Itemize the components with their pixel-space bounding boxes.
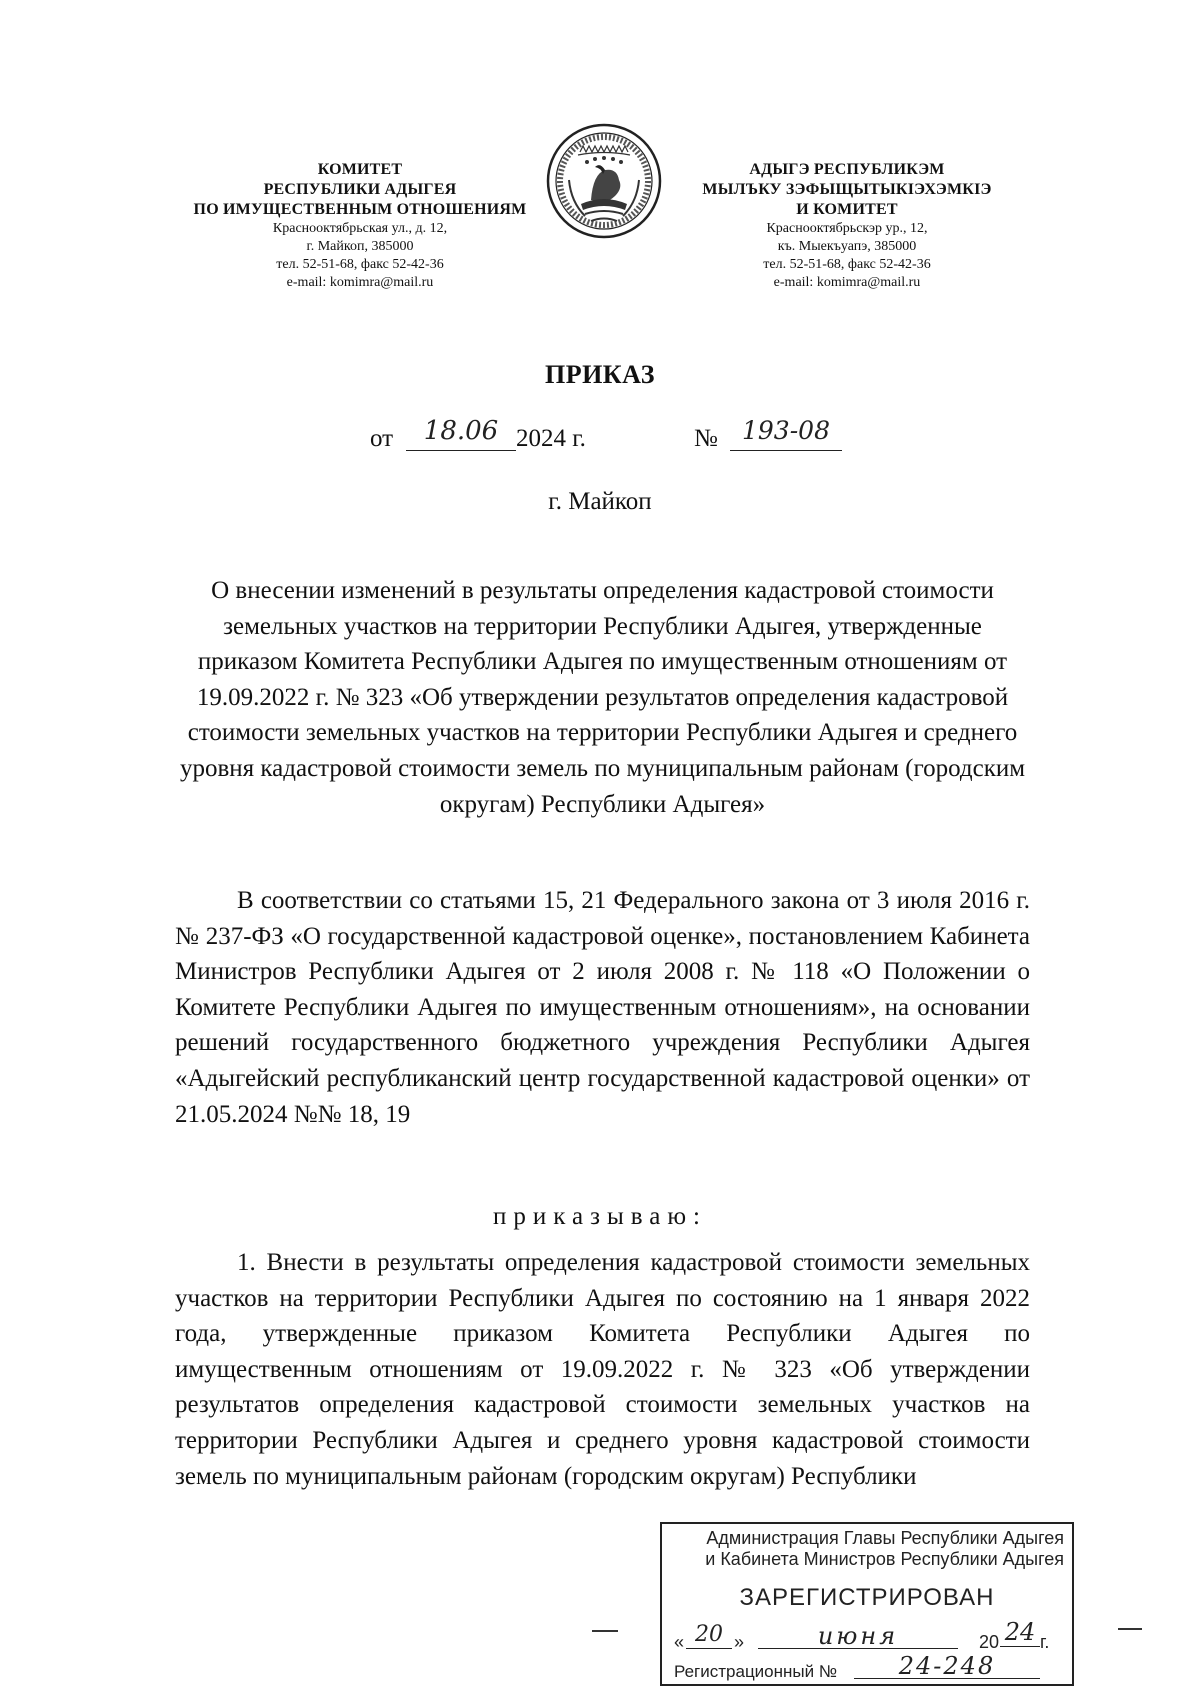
header-left-address1: Краснооктябрьская ул., д. 12,: [272, 221, 448, 236]
header-left-line2: РЕСПУБЛИКИ АДЫГЕЯ: [263, 181, 457, 198]
stamp-day: 20: [686, 1622, 732, 1649]
stamp-quote-open: «: [674, 1632, 685, 1652]
margin-mark: [1118, 1628, 1142, 1630]
stamp-year-suffix: г.: [1040, 1632, 1050, 1652]
header-right-address1: Краснооктябрьскэр ур., 12,: [766, 221, 928, 236]
header-right-line2: МЫЛЪКУ ЗЭФЫЩЫТЫКIЭХЭМКIЭ: [702, 181, 992, 198]
stamp-month: июня: [758, 1622, 958, 1649]
header-right-phone: тел. 52-51-68, факс 52-42-36: [763, 257, 931, 272]
stamp-year-prefix: 20: [979, 1632, 1000, 1652]
registration-stamp: [660, 1522, 1074, 1686]
header-right: [676, 160, 1018, 292]
header-right-email: e-mail: komimra@mail.ru: [773, 275, 921, 290]
number-handwritten: 193-08: [730, 416, 842, 451]
item-1-paragraph: 1. Внести в результаты определения кадастровой стоимости земельных участков на территории Республики Адыгея по состоянию на 1 января 2022 года, утвержденные приказом Комитета Республики Адыгея по имущественным отношениям от 19.09.2022 г. № 323 «Об утверждении результатов определения кадастровой стоимости земельных участков на территории Республики Адыгея и среднего уровня кадастровой стоимости земель по муниципальным районам (городским округам) Республики: [175, 1249, 1030, 1490]
date-handwritten: 18.06: [406, 416, 516, 451]
margin-mark: [592, 1630, 618, 1632]
order-word: приказываю:: [493, 1203, 707, 1230]
header-left-line3: ПО ИМУЩЕСТВЕННЫМ ОТНОШЕНИЯМ: [193, 201, 527, 218]
document-subject: О внесении изменений в результаты определения кадастровой стоимости земельных участков на территории Республики Адыгея, утвержденные приказом Комитета Республики Адыгея по имущественным отношениям от 19.09.2022 г. № 323 «Об утверждении результатов определения кадастровой стоимости земельных участков на территории Республики Адыгея и среднего уровня кадастровой стоимости земель по муниципальным районам (городским округам) Республики Адыгея»: [179, 577, 1026, 818]
date-number-line: [370, 416, 850, 460]
header-left-address2: г. Майкоп, 385000: [306, 239, 414, 254]
stamp-org-line2: и Кабинета Министров Республики Адыгея: [705, 1549, 1064, 1569]
stamp-organization: [672, 1528, 1064, 1570]
stamp-reg-number: 24-248: [854, 1652, 1040, 1679]
number-prefix: №: [694, 425, 718, 452]
date-prefix: от: [370, 425, 394, 452]
header-left-email: e-mail: komimra@mail.ru: [286, 275, 434, 290]
header-right-line1: АДЫГЭ РЕСПУБЛИКЭМ: [749, 161, 945, 178]
preamble-paragraph: В соответствии со статьями 15, 21 Федерального закона от 3 июля 2016 г. № 237-ФЗ «О государственной кадастровой оценке», постановлением Кабинета Министров Республики Адыгея от 2 июля 2008 г. № 118 «О Положении о Комитете Республики Адыгея по имущественным отношениям», на основании решений государственного бюджетного учреждения Республики Адыгея «Адыгейский республиканский центр государственной кадастровой оценки» от 21.05.2024 №№ 18, 19: [175, 887, 1030, 1128]
date-suffix: 2024 г.: [516, 425, 586, 452]
header-right-line3: И КОМИТЕТ: [796, 201, 898, 218]
stamp-date-line: [674, 1618, 1064, 1654]
header-right-address2: къ. Мыекъуапэ, 385000: [777, 239, 917, 254]
stamp-org-line1: Администрация Главы Республики Адыгея: [706, 1528, 1064, 1548]
stamp-quote-close: »: [734, 1632, 745, 1652]
stamp-number-line: [674, 1652, 1064, 1684]
header-left-line1: КОМИТЕТ: [317, 161, 403, 178]
stamp-year: 24: [1000, 1618, 1040, 1647]
header-left: [175, 160, 545, 292]
coat-of-arms-icon: [545, 122, 663, 240]
stamp-registered-label: ЗАРЕГИСТРИРОВАН: [739, 1584, 995, 1611]
stamp-reg-label: Регистрационный №: [674, 1662, 838, 1681]
city: г. Майкоп: [548, 488, 652, 515]
header-left-phone: тел. 52-51-68, факс 52-42-36: [276, 257, 444, 272]
document-title: ПРИКАЗ: [544, 360, 656, 389]
